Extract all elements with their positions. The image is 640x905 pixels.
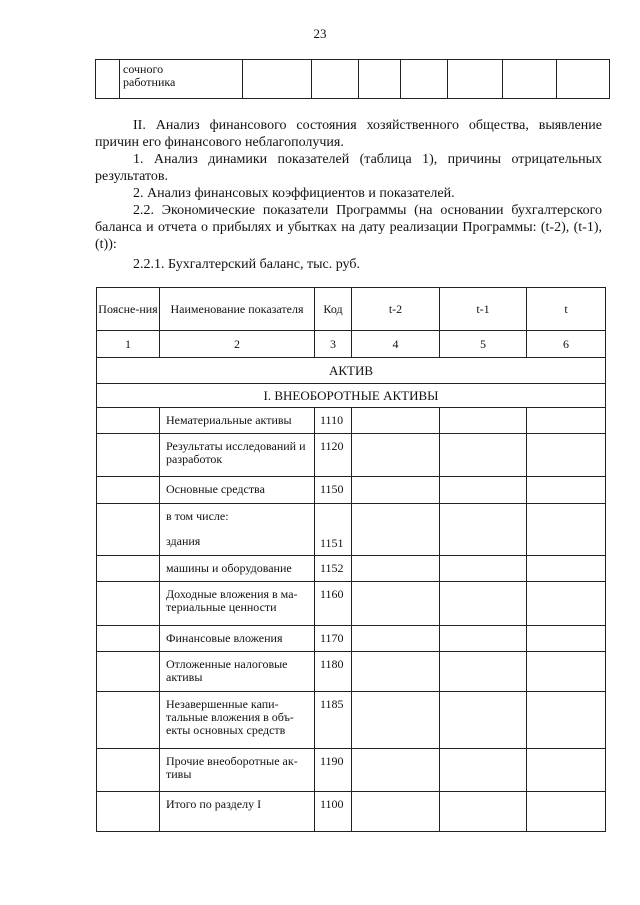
table-cell — [440, 749, 527, 792]
table-cell — [401, 60, 448, 99]
indicator-name: машины и оборудование — [160, 556, 315, 582]
table-cell — [97, 556, 160, 582]
indicator-code: 1110 — [315, 408, 352, 434]
table-cell — [527, 652, 606, 692]
table-cell — [359, 60, 401, 99]
table-row — [97, 792, 606, 832]
column-number-row — [97, 331, 606, 358]
column-number: 5 — [440, 331, 527, 358]
continued-table — [95, 59, 610, 99]
paragraph-financial-analysis: II. Анализ финансового состояния хозяйственного общества, выявление причин его финансового неблагополучия. — [95, 118, 602, 150]
table-cell — [352, 434, 440, 477]
table-cell — [97, 504, 160, 556]
cell-text: сочного — [123, 62, 164, 76]
paragraph-dynamics: 1. Анализ динамики показателей (таблица 1), причины отрицательных результатов. — [95, 152, 602, 184]
table-cell — [97, 652, 160, 692]
including-label: в том числе: — [166, 509, 229, 523]
table-cell — [448, 60, 503, 99]
indicator-code: 1152 — [315, 556, 352, 582]
table-cell — [440, 556, 527, 582]
indicator-name-group — [160, 504, 315, 556]
table-cell — [527, 792, 606, 832]
table-cell — [97, 408, 160, 434]
table-cell — [352, 504, 440, 556]
column-number: 6 — [527, 331, 606, 358]
table-row — [97, 652, 606, 692]
indicator-code: 1180 — [315, 652, 352, 692]
table-cell — [440, 626, 527, 652]
table-cell — [440, 692, 527, 749]
indicator-name: Нематериальные активы — [160, 408, 315, 434]
table-cell — [96, 60, 120, 99]
cell-text: работника — [123, 75, 176, 89]
table-cell — [352, 626, 440, 652]
table-cell — [440, 652, 527, 692]
table-cell — [352, 652, 440, 692]
table-cell — [97, 626, 160, 652]
table-cell — [440, 408, 527, 434]
table-cell — [97, 692, 160, 749]
table-row — [97, 434, 606, 477]
section-row — [97, 358, 606, 384]
balance-sheet-table — [96, 287, 606, 832]
table-row — [97, 477, 606, 504]
indicator-name: Отложенные налоговые активы — [160, 652, 315, 692]
indicator-code: 1100 — [315, 792, 352, 832]
table-row — [97, 749, 606, 792]
table-cell — [352, 692, 440, 749]
table-cell — [527, 434, 606, 477]
table-row — [97, 582, 606, 626]
table-cell — [440, 582, 527, 626]
table-cell — [440, 792, 527, 832]
table-cell — [527, 692, 606, 749]
table-cell — [97, 434, 160, 477]
page-number: 23 — [313, 26, 327, 41]
indicator-name: Итого по разделу I — [160, 792, 315, 832]
table-cell — [312, 60, 359, 99]
table-cell — [352, 477, 440, 504]
column-header: Наименование показателя — [160, 288, 315, 331]
column-number: 2 — [160, 331, 315, 358]
table-cell — [557, 60, 610, 99]
table-cell — [527, 408, 606, 434]
table-cell — [527, 749, 606, 792]
table-cell — [440, 504, 527, 556]
table-cell — [352, 556, 440, 582]
table-cell — [440, 434, 527, 477]
table-cell — [97, 749, 160, 792]
table-cell — [97, 477, 160, 504]
indicator-code: 1160 — [315, 582, 352, 626]
table-cell — [97, 582, 160, 626]
indicator-name: Незавершенные капи-тальные вложения в объ-екты основных средств — [160, 692, 315, 749]
column-header: Поясне-ния — [97, 288, 160, 331]
indicator-code: 1185 — [315, 692, 352, 749]
table-cell — [527, 477, 606, 504]
indicator-code: 1190 — [315, 749, 352, 792]
indicator-code: 1151 — [315, 504, 352, 556]
table-cell — [527, 556, 606, 582]
table-cell — [352, 749, 440, 792]
indicator-code: 1170 — [315, 626, 352, 652]
column-header: t-2 — [352, 288, 440, 331]
table-row — [97, 408, 606, 434]
indicator-name: Основные средства — [160, 477, 315, 504]
column-header: t-1 — [440, 288, 527, 331]
table-cell — [527, 582, 606, 626]
table-cell — [440, 477, 527, 504]
indicator-code: 1120 — [315, 434, 352, 477]
table-header-row — [97, 288, 606, 331]
table-row — [96, 60, 610, 99]
table-cell — [243, 60, 312, 99]
section-heading-assets: АКТИВ — [97, 358, 606, 384]
table-row — [97, 556, 606, 582]
indicator-name: здания — [166, 534, 201, 548]
table-row — [97, 626, 606, 652]
column-header: t — [527, 288, 606, 331]
table-cell — [120, 60, 243, 99]
indicator-name: Прочие внеоборотные ак-тивы — [160, 749, 315, 792]
indicator-name: Доходные вложения в ма-териальные ценности — [160, 582, 315, 626]
column-number: 3 — [315, 331, 352, 358]
paragraph-balance-title: 2.2.1. Бухгалтерский баланс, тыс. руб. — [133, 257, 360, 272]
table-row — [97, 692, 606, 749]
column-number: 1 — [97, 331, 160, 358]
section-row — [97, 384, 606, 408]
table-cell — [527, 626, 606, 652]
column-header: Код — [315, 288, 352, 331]
table-cell — [527, 504, 606, 556]
table-cell — [352, 408, 440, 434]
table-cell — [352, 792, 440, 832]
paragraph-economic-indicators: 2.2. Экономические показатели Программы (на основании бухгалтерского баланса и отчета о прибылях и убытках на дату реализации Программы: (t-2), (t-1), (t)): — [95, 203, 602, 252]
table-cell — [503, 60, 557, 99]
section-heading-noncurrent-assets: I. ВНЕОБОРОТНЫЕ АКТИВЫ — [97, 384, 606, 408]
indicator-name: Результаты исследований и разработок — [160, 434, 315, 477]
indicator-name: Финансовые вложения — [160, 626, 315, 652]
column-number: 4 — [352, 331, 440, 358]
table-cell — [352, 582, 440, 626]
indicator-code: 1150 — [315, 477, 352, 504]
table-cell — [97, 792, 160, 832]
paragraph-coefficients: 2. Анализ финансовых коэффициентов и показателей. — [133, 186, 455, 201]
table-row — [97, 504, 606, 556]
